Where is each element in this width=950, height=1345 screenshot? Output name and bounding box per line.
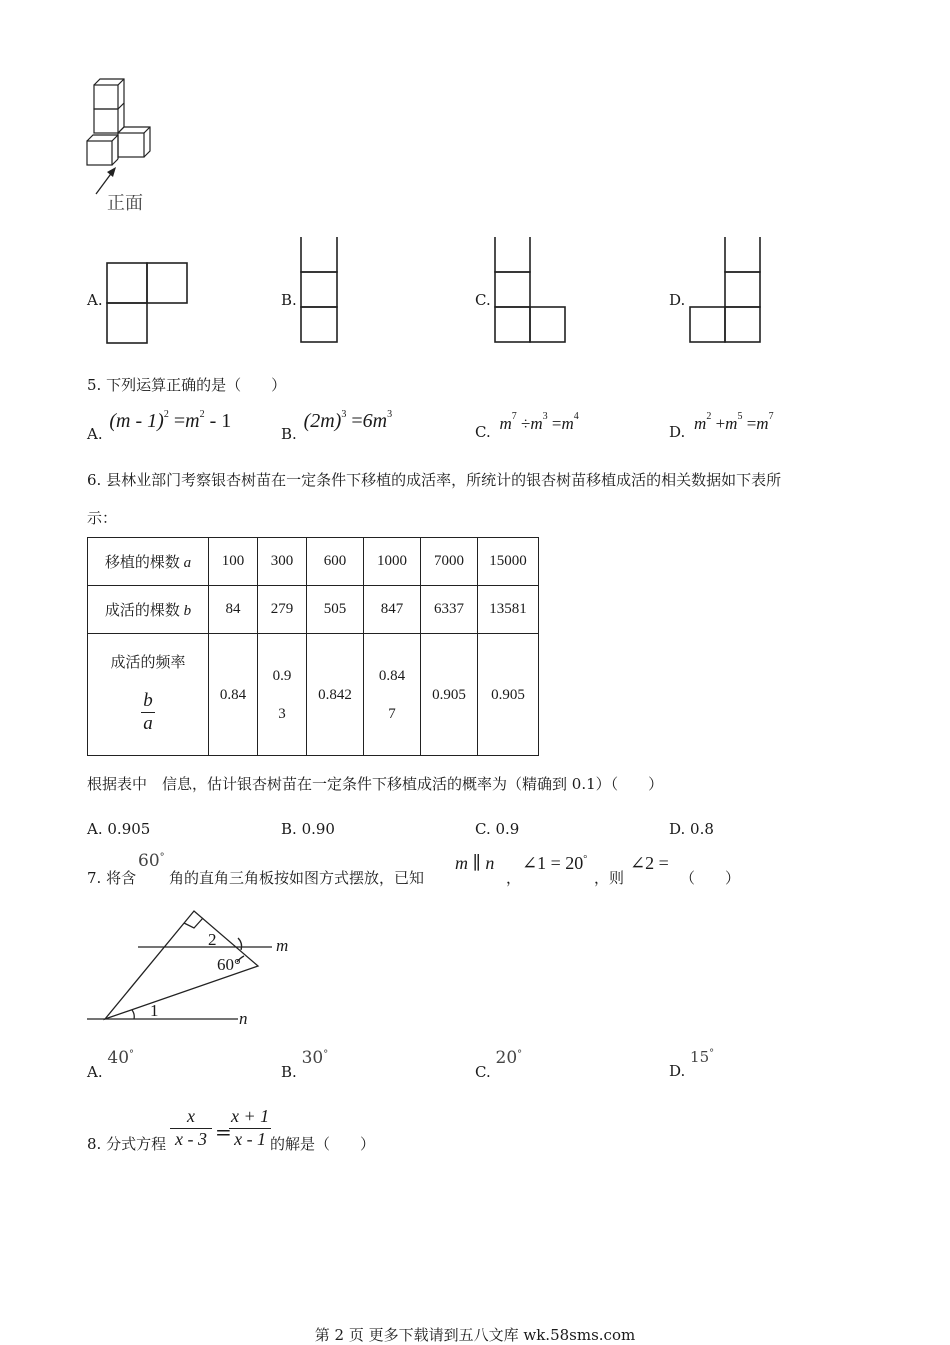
option-value: 0.90 [301,820,335,838]
exponent: 7 [768,411,774,422]
relation: = [551,414,562,433]
operator: ÷ [521,414,531,433]
relation: = [173,410,186,432]
q8-lhs-fraction: $\frac{x}{x - 3}$ [170,1106,212,1150]
option-letter: B. [281,425,297,443]
expr: m [756,414,769,433]
expr: m [725,414,738,433]
expr: m [694,414,707,433]
q7-option-b[interactable] [281,1048,329,1082]
table-cell: 0.905 [421,634,478,756]
table-cell: 100 [209,538,258,586]
q7-given-angle: ∠1 = 20° [522,853,588,873]
q7-paren: （ ） [680,869,741,887]
q7-comma1: ， [506,869,522,887]
option-value: 0.8 [690,820,714,838]
row-label: 成活的棵数 b [88,586,209,634]
table-cell: 847 [364,586,421,634]
q6-stem-line1: 6. 县林业部门考察银杏树苗在一定条件下移植的成活率，所统计的银杏树苗移植成活的相关数据如下表所 [87,471,782,489]
q4-option-a-label[interactable]: A. [87,291,103,309]
table-cell: 15000 [478,538,539,586]
q7-comma2: ，则 [594,869,625,887]
q5-option-b[interactable] [281,409,393,443]
q6-option-a[interactable] [87,820,150,838]
exponent: 2 [706,411,712,422]
exponent: 2 [199,409,205,420]
q6-option-c[interactable] [475,820,519,838]
option-letter: A. [87,820,103,838]
exponent: 7 [511,411,517,422]
option-value: 15° [690,1048,715,1066]
front-label: 正面 [107,193,143,214]
option-value: 30° [301,1048,329,1068]
option-letter: A. [87,1063,103,1081]
table-cell: 300 [258,538,307,586]
relation: = [351,410,363,432]
relation: = [746,414,757,433]
q7-prefix: 7. 将含 [87,869,137,887]
table-cell: 0.9 3 [258,634,307,756]
table-cell: 600 [307,538,364,586]
table-cell: 13581 [478,586,539,634]
q8-rhs-fraction: $\frac{x + 1}{x - 1}$ [231,1106,270,1149]
option-letter: D. [669,423,686,441]
q8-prefix: 8. 分式方程 [87,1135,167,1153]
table-cell: 6337 [421,586,478,634]
row-label: 移植的棵数 a [88,538,209,586]
q5-option-d[interactable] [669,411,774,441]
view-d-diagram [689,236,765,346]
option-letter: C. [475,820,491,838]
expr: m [185,410,200,432]
table-cell: 7000 [421,538,478,586]
q7-option-d[interactable] [669,1048,715,1080]
exponent: 4 [573,411,579,422]
table-cell: 505 [307,586,364,634]
option-letter: B. [281,1063,297,1081]
table-cell: 0.842 [307,634,364,756]
survival-table [87,537,539,756]
q6-question: 根据表中 信息，估计银杏树苗在一定条件下移植成活的概率为（精确到 0.1）（ ） [87,775,664,793]
figure-label-n: n [239,1009,248,1028]
table-cell: 0.84 [209,634,258,756]
figure-label-60: 60° [217,955,241,974]
option-letter: C. [475,1063,491,1081]
q8-equals: = [215,1120,232,1144]
exponent: 2 [163,409,169,420]
view-c-diagram [494,236,570,346]
option-value: 0.905 [107,820,151,838]
option-letter: D. [669,1062,686,1080]
q4-option-b-label[interactable]: B. [281,291,297,309]
exponent: 3 [387,409,393,420]
view-b-diagram [300,236,340,346]
option-value: 0.9 [495,820,520,838]
table-cell: 1000 [364,538,421,586]
q7-option-a[interactable] [87,1048,135,1082]
option-value: 40° [107,1048,135,1068]
q8-suffix: 的解是（ ） [270,1135,376,1153]
option-letter: A. [87,425,103,443]
q4-option-c-label[interactable]: C. [475,291,491,309]
table-cell: 84 [209,586,258,634]
option-letter: C. [475,423,491,441]
q7-ask-angle: ∠2 = [630,853,669,873]
expr: m [530,414,543,433]
q7-mid: 角的直角三角板按如图方式摆放，已知 [169,869,425,887]
expr-tail: - 1 [204,410,232,432]
cube-figure [80,75,160,185]
figure-label-1: 1 [150,1001,159,1020]
option-letter: B. [281,820,297,838]
option-value: 20° [495,1048,523,1068]
q4-option-d-label[interactable]: D. [669,291,686,309]
q7-option-c[interactable] [475,1048,523,1082]
q7-angle: 60° [138,851,165,871]
exponent: 5 [737,411,743,422]
expr: (2m) [303,410,342,432]
figure-label-2: 2 [208,930,217,949]
expr: m [561,414,574,433]
table-cell: 279 [258,586,307,634]
page-footer: 第 2 页 更多下载请到五八文库 wk.58sms.com [314,1326,636,1344]
table-cell: 0.905 [478,634,539,756]
q6-option-d[interactable] [669,820,714,838]
exponent: 3 [542,411,548,422]
triangle-figure [86,908,296,1030]
q6-option-b[interactable] [281,820,335,838]
q5-option-a[interactable] [87,409,232,443]
view-a-diagram [106,262,190,346]
exponent: 3 [341,409,347,420]
row-label: 成活的频率 $\frac{b}{a}$ [88,634,209,756]
expr: m [499,414,512,433]
table-cell: 0.84 7 [364,634,421,756]
figure-label-m: m [276,936,289,955]
q5-option-c[interactable] [475,411,579,441]
expr: (m - 1) [109,410,164,432]
expr: 6m [362,410,388,432]
q7-parallel: m ∥ n [455,853,495,873]
q6-stem-line2: 示： [87,509,118,527]
operator: + [715,414,726,433]
option-letter: D. [669,820,686,838]
q5-stem: 5. 下列运算正确的是（ ） [87,376,287,394]
